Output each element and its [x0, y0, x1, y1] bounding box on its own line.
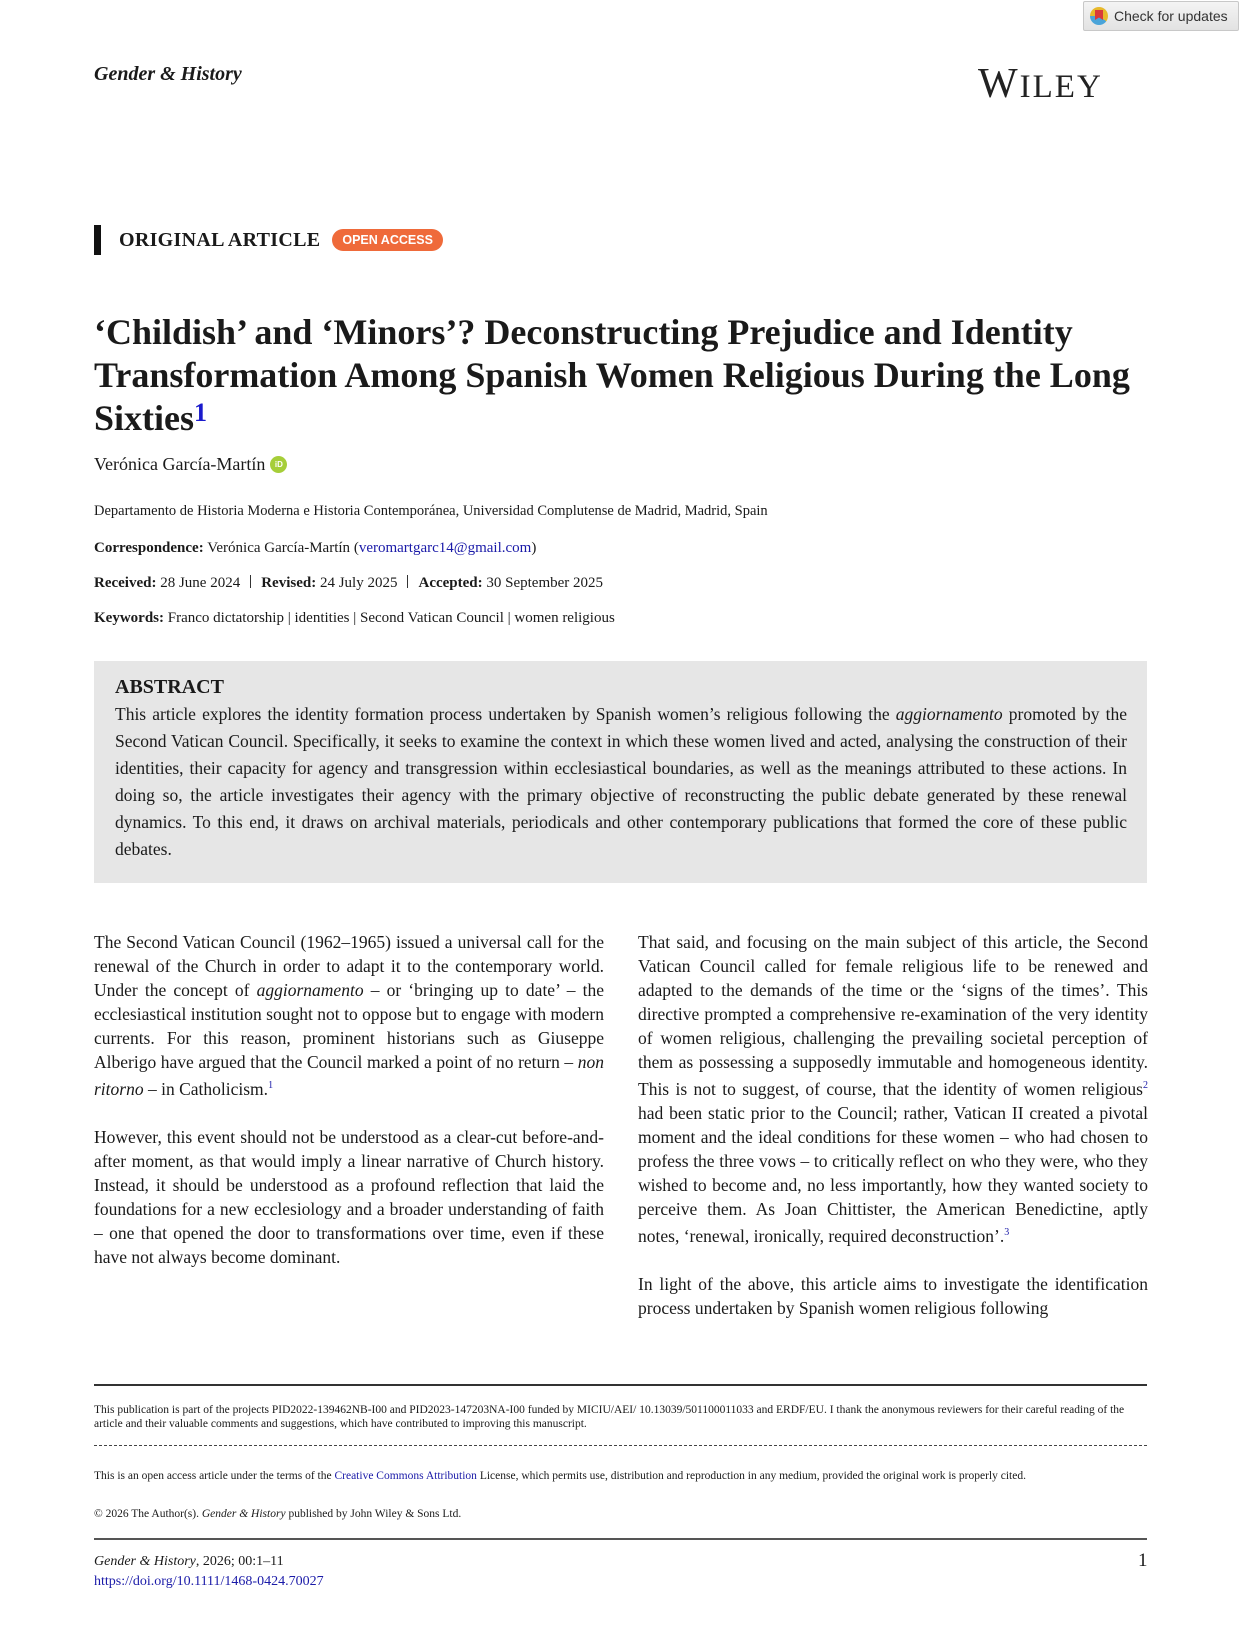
keyword[interactable]: women religious	[514, 610, 615, 626]
received-label: Received:	[94, 575, 157, 591]
abstract-text-part: This article explores the identity formation process undertaken by Spanish women’s religious following the	[115, 704, 896, 724]
text-run: – in Catholicism.	[143, 1078, 269, 1099]
body-paragraph	[638, 930, 1148, 1248]
body-column-right	[638, 930, 1148, 1344]
divider	[250, 575, 251, 588]
creative-commons-link[interactable]: Creative Commons Attribution	[334, 1470, 477, 1482]
keyword[interactable]: identities	[294, 610, 350, 626]
open-access-badge: OPEN ACCESS	[332, 229, 443, 251]
revised-date: 24 July 2025	[319, 575, 398, 591]
article-type-row	[94, 225, 443, 255]
body-paragraph	[94, 930, 604, 1101]
correspondence: Correspondence: Verónica García-Martín (veromartgarc14@gmail.com)	[94, 540, 537, 556]
keyword[interactable]: Second Vatican Council	[360, 610, 504, 626]
abstract-box	[94, 661, 1147, 883]
body-paragraph: In light of the above, this article aims to investigate the identification process undertaken by Spanish women religious following	[638, 1273, 1148, 1318]
doi-link[interactable]: https://doi.org/10.1111/1468-0424.70027	[94, 1574, 324, 1589]
journal-name-italic: Gender & History	[201, 1508, 286, 1520]
text-run: © 2026 The Author(s).	[94, 1508, 202, 1520]
article-title-text: ‘Childish’ and ‘Minors’? Deconstructing Prejudice and Identity Transformation Among Spanish Women Religious During the Long Sixties	[94, 312, 1130, 438]
text-run: – or ‘bringing up to date’ – the ecclesiastical institution sought not to oppose but to engage with modern currents. For this reason, prominent historians such as Giuseppe Alberigo have argued that the Council marked a point of no return –	[94, 980, 604, 1072]
abstract-text	[115, 701, 1127, 863]
correspondence-label: Correspondence:	[94, 540, 204, 556]
author-name: Verónica García-Martín	[94, 454, 266, 474]
text-run: This is an open access article under the terms of the	[94, 1470, 335, 1482]
dashed-divider	[94, 1445, 1147, 1446]
body-paragraph: However, this event should not be understood as a clear-cut before-and-after moment, as that would imply a linear narrative of Church history. Instead, it should be understood as a profound reflection that laid the foundations for a new ecclesiology and a broader understanding of faith – one that opened the door to transformations over time, even if these have not always become dominant.	[94, 1126, 604, 1267]
text-run: had been static prior to the Council; rather, Vatican II created a pivotal moment and the ideal conditions for these women – who had chosen to profess the three vows – to critically reflect on who they were, who they wished to become and, no less importantly, how they wanted society to perceive them. As Joan Chittister, the American Benedictine, aptly notes, ‘renewal, ironically, required deconstruction’.	[638, 1102, 1148, 1246]
accepted-date: 30 September 2025	[486, 575, 604, 591]
footnote-link[interactable]: 2	[1143, 1080, 1148, 1091]
divider	[407, 575, 408, 588]
text-run: That said, and focusing on the main subject of this article, the Second Vatican Council called for female religious life to be renewed and adapted to the demands of the time or the ‘signs of the times’. This directive prompted a comprehensive re-examination of the very identity of women religious, challenging the prevailing societal perception of them as possessing a supposedly immutable and homogeneous identity. This is not to suggest, of course, that the identity of women religious	[638, 932, 1148, 1099]
correspondence-name: Verónica García-Martín	[207, 540, 351, 556]
article-dates	[94, 575, 603, 592]
keywords: Keywords: Franco dictatorship | identities | Second Vatican Council | women religious	[94, 610, 615, 626]
footnote-link[interactable]: 3	[1004, 1226, 1010, 1238]
footnote-link[interactable]: 1	[268, 1080, 274, 1091]
author	[94, 454, 287, 475]
orcid-icon[interactable]: iD	[270, 456, 287, 473]
article-title	[94, 311, 1154, 440]
check-for-updates-button[interactable]	[1083, 1, 1239, 31]
check-for-updates-label: Check for updates	[1114, 8, 1228, 24]
wiley-logo: WILEY	[978, 61, 1103, 107]
crossmark-icon	[1090, 7, 1108, 25]
copyright-note	[94, 1507, 1147, 1521]
text-run: License, which permits use, distribution and reproduction in any medium, provided the original work is properly cited.	[476, 1470, 1026, 1482]
affiliation: Departamento de Historia Moderna e Historia Contemporánea, Universidad Complutense de Madrid, Madrid, Spain	[94, 503, 768, 519]
abstract-heading: ABSTRACT	[115, 676, 224, 698]
license-note	[94, 1466, 1147, 1486]
received-date: 28 June 2024	[160, 575, 241, 591]
title-footnote-link[interactable]: 1	[194, 398, 208, 427]
revised-label: Revised:	[261, 575, 317, 591]
type-marker-bar	[94, 225, 101, 255]
footnote-rule	[94, 1384, 1147, 1386]
footer-journal: Gender & History	[94, 1554, 196, 1569]
accepted-label: Accepted:	[418, 575, 483, 591]
journal-name: Gender & History	[94, 63, 242, 85]
keywords-label: Keywords:	[94, 610, 164, 626]
italic-term: aggiornamento	[256, 980, 364, 1000]
keyword[interactable]: Franco dictatorship	[167, 610, 284, 626]
abstract-italic-term: aggiornamento	[895, 704, 1003, 724]
italic-term: non ritorno	[94, 1052, 604, 1099]
funding-note: This publication is part of the projects PID2022-139462NB-I00 and PID2023-147203NA-I00 funded by MICIU/AEI/ 10.13039/501100011033 and ERDF/EU. I thank the anonymous reviewers for their careful reading of the article and their valuable comments and suggestions, which have contributed to improving this manuscript.	[94, 1404, 1125, 1430]
abstract-text-part: promoted by the Second Vatican Council. Specifically, it seeks to examine the context in which these women lived and acted, analysing the construction of their identities, their capacity for agency and transgression within ecclesiastical boundaries, as well as the meanings attributed to these actions. In doing so, the article investigates their agency with the primary objective of reconstructing the public debate generated by these renewal dynamics. To this end, it draws on archival materials, periodicals and other contemporary publications that formed the core of these public debates.	[115, 704, 1127, 859]
body-column-left	[94, 930, 604, 1293]
footer-rule	[94, 1538, 1147, 1540]
text-run: published by John Wiley & Sons Ltd.	[285, 1508, 462, 1520]
correspondence-email-link[interactable]: veromartgarc14@gmail.com	[358, 540, 532, 556]
footer-volume: , 2026; 00:1–11	[195, 1554, 284, 1569]
text-run: The Second Vatican Council (1962–1965) issued a universal call for the renewal of the Church in order to adapt it to the contemporary world. Under the concept of	[94, 932, 604, 1000]
article-type-label: ORIGINAL ARTICLE	[119, 228, 321, 251]
footer-citation	[94, 1552, 324, 1592]
page-number: 1	[1138, 1550, 1148, 1571]
